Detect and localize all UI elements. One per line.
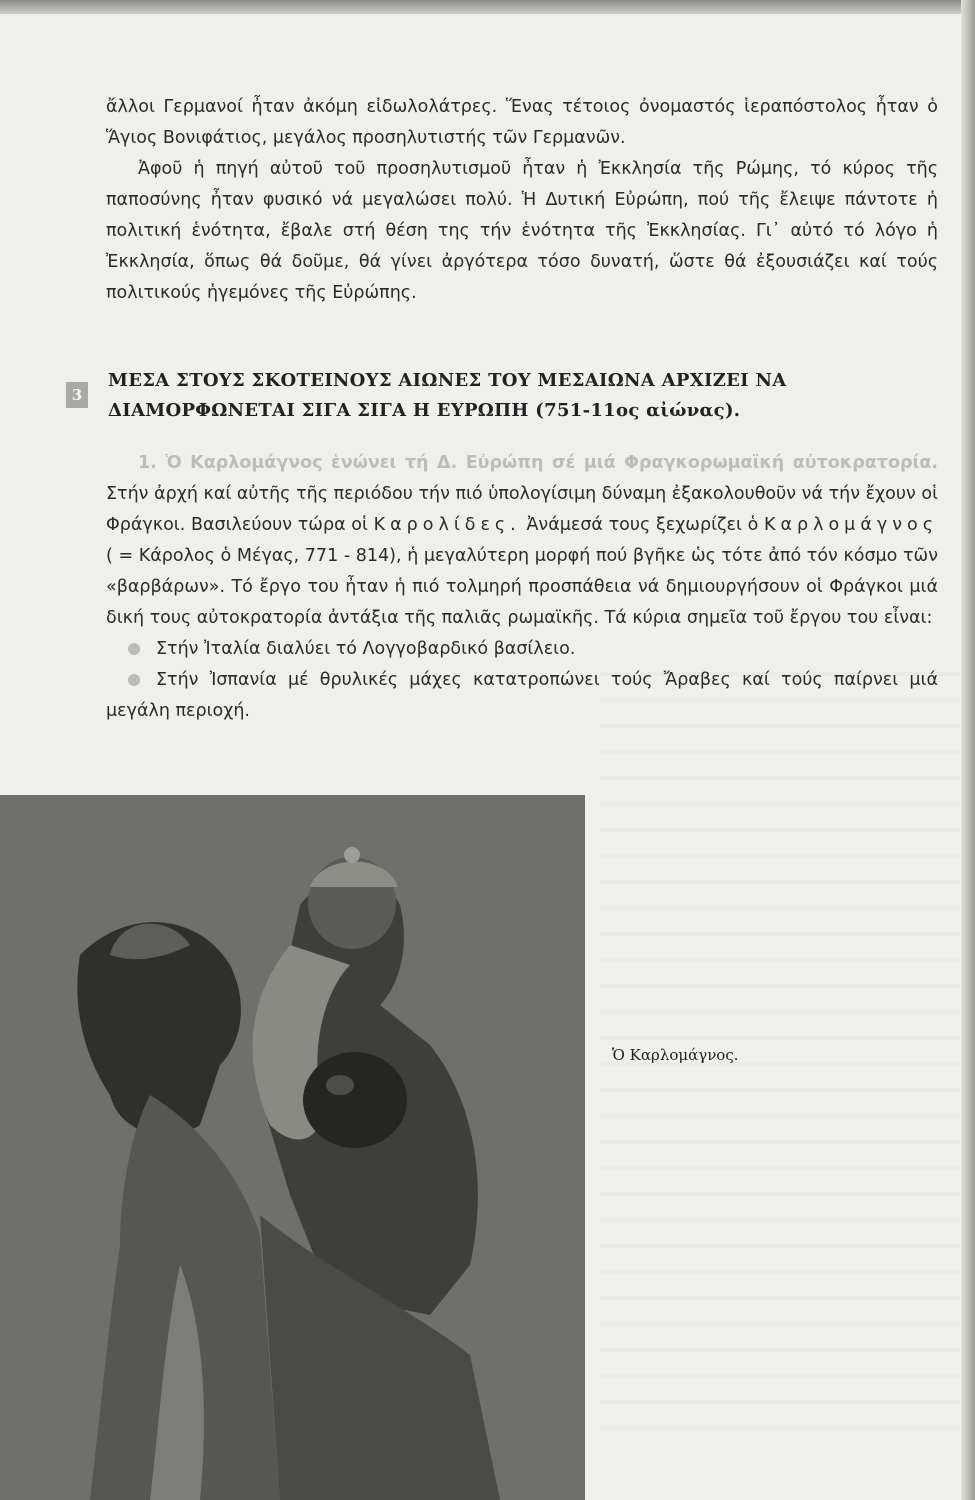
bullet-icon [128, 643, 140, 655]
bullet-item: Στήν Ἰταλία διαλύει τό Λογγοβαρδικό βασίλειο. [106, 634, 938, 665]
body-text-c: ( = Κάρολος ὁ Μέγας, 771 - 814), ἡ μεγαλύτερη μορφή πού βγῆκε ὡς τότε ἀπό τόν κόσμο τῶν «βαρβάρων». Τό ἔργο του ἦταν ἡ πιό τολμηρή προσπάθεια νά δημιουργήσουν οἱ Φράγκοι μιά δική τους αὐτοκρατορία ἀντάξια τῆς παλιᾶς ρωμαϊκῆς. Τά κύρια σημεῖα τοῦ ἔργου του εἶναι: [106, 546, 938, 628]
subheading: 1. Ὁ Καρλομάγνος ἑνώνει τή Δ. Εὐρώπη σέ μιά Φραγκορωμαϊκή αὐτοκρατορία. [138, 453, 938, 473]
section-heading [66, 366, 946, 426]
term-karlomagnos: Καρλομάγνος [764, 515, 938, 535]
body-text-b: Ἀνάμεσά τους ξεχωρίζει ὁ [526, 515, 759, 535]
page-right-edge [961, 0, 975, 1500]
bullet-list [106, 634, 938, 727]
body-text-a: Στήν ἀρχή καί αὐτῆς τῆς περιόδου τήν πιό ὑπολογίσιμη δύναμη ἐξακολουθοῦν νά τήν ἔχουν οἱ Φράγκοι. Βασιλεύουν τώρα οἱ [106, 484, 938, 535]
bullet-item: Στήν Ἰσπανία μέ θρυλικές μάχες κατατροπώνει τούς Ἄραβες καί τούς παίρνει μιά μεγάλη περιοχή. [106, 670, 938, 721]
charlemagne-statue-photo [0, 795, 585, 1500]
section-body [106, 448, 938, 727]
intro-paragraph-2: Ἀφοῦ ἡ πηγή αὐτοῦ τοῦ προσηλυτισμοῦ ἦταν ἡ Ἐκκλησία τῆς Ρώμης, τό κύρος τῆς παποσύνης ἦταν φυσικό νά μεγαλώσει πολύ. Ἡ Δυτική Εὐρώπη, πού τῆς ἔλειψε πάντοτε ἡ πολιτική ἑνότητα, ἔβαλε στή θέση της τήν ἑνότητα τῆς Ἐκκλησίας. Γι᾽ αὐτό τό λόγο ἡ Ἐκκλησία, ὅπως θά δοῦμε, θά γίνει ἀργότερα τόσο δυνατή, ὥστε θά ἐξουσιάζει καί τούς πολιτικούς ἡγεμόνες τῆς Εὐρώπης. [106, 159, 938, 303]
term-karolides: Καρολίδες. [373, 515, 521, 535]
bullet-icon [128, 674, 140, 686]
section-number-badge: 3 [66, 382, 88, 408]
statue-illustration [0, 795, 585, 1500]
intro-text [106, 92, 938, 309]
intro-paragraph-1: ἄλλοι Γερμανοί ἦταν ἀκόμη εἰδωλολάτρες. Ἕνας τέτοιος ὀνομαστός ἱεραπόστολος ἦταν ὁ Ἅγιος Βονιφάτιος, μεγάλος προσηλυτιστής τῶν Γερμανῶν. [106, 97, 938, 148]
section-paragraph [106, 448, 938, 634]
section-title: ΜΕΣΑ ΣΤΟΥΣ ΣΚΟΤΕΙΝΟΥΣ ΑΙΩΝΕΣ ΤΟΥ ΜΕΣΑΙΩΝΑ ΑΡΧΙΖΕΙ ΝΑ ΔΙΑΜΟΡΦΩΝΕΤΑΙ ΣΙΓΑ ΣΙΓΑ Η ΕΥΡΩΠΗ (751-11ος αἰώνας). [108, 370, 787, 421]
figure-caption: Ὁ Καρλομάγνος. [612, 1046, 739, 1064]
